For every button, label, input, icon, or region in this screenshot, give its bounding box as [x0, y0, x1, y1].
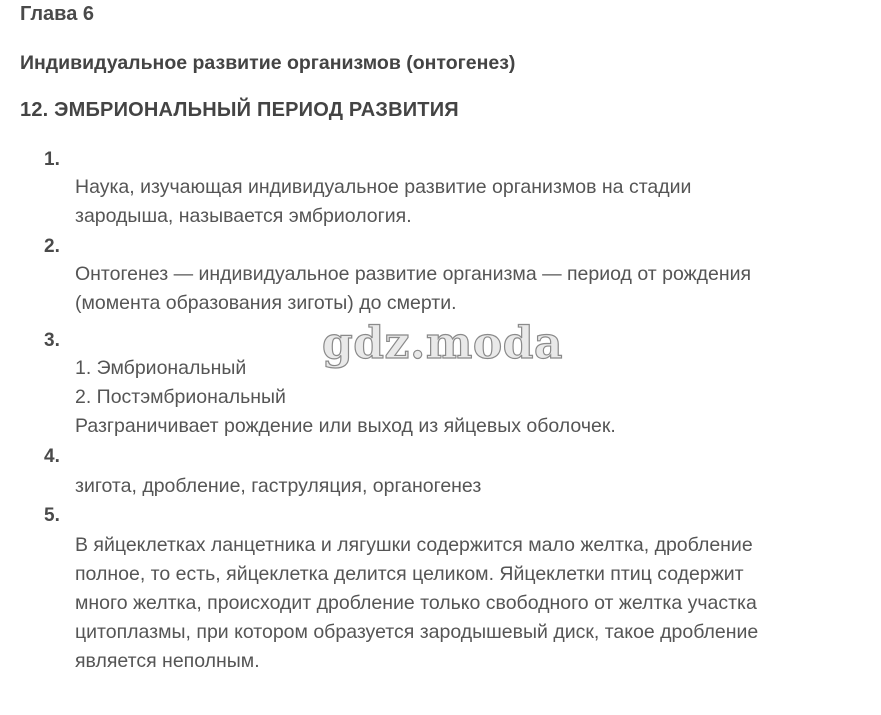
answer-number: 2.: [44, 236, 60, 257]
section-title: Индивидуальное развитие организмов (онтогенез): [20, 52, 516, 74]
answer-line: много желтка, происходит дробление только свободного от желтка участка: [75, 592, 757, 614]
watermark: gdz.moda: [322, 318, 564, 369]
answer-line: 2. Постэмбриональный: [75, 386, 286, 408]
answer-line: зигота, дробление, гаструляция, органогенез: [75, 475, 482, 497]
answer-number: 4.: [44, 446, 60, 467]
answer-number: 3.: [44, 330, 60, 351]
lesson-title: 12. ЭМБРИОНАЛЬНЫЙ ПЕРИОД РАЗВИТИЯ: [20, 99, 459, 121]
answer-line: (момента образования зиготы) до смерти.: [75, 292, 457, 314]
answer-line: 1. Эмбриональный: [75, 357, 247, 379]
answer-line: полное, то есть, яйцеклетка делится целиком. Яйцеклетки птиц содержит: [75, 563, 744, 585]
answer-line: является неполным.: [75, 650, 260, 672]
answer-line: зародыша, называется эмбриология.: [75, 205, 412, 227]
answer-line: Онтогенез — индивидуальное развитие организма — период от рождения: [75, 263, 752, 285]
answer-line: В яйцеклетках ланцетника и лягушки содержится мало желтка, дробление: [75, 534, 753, 556]
answer-text: [75, 260, 751, 318]
answer-text: [75, 472, 481, 501]
chapter-label: Глава 6: [20, 3, 95, 25]
answer-number: 1.: [44, 149, 60, 170]
answer-line: Разграничивает рождение или выход из яйцевых оболочек.: [75, 415, 616, 437]
answer-line: цитоплазмы, при котором образуется зародышевый диск, такое дробление: [75, 621, 759, 643]
answer-text: [75, 531, 758, 676]
answer-line: Наука, изучающая индивидуальное развитие организмов на стадии: [75, 176, 692, 198]
answer-number: 5.: [44, 505, 60, 526]
answer-text: [75, 173, 691, 231]
